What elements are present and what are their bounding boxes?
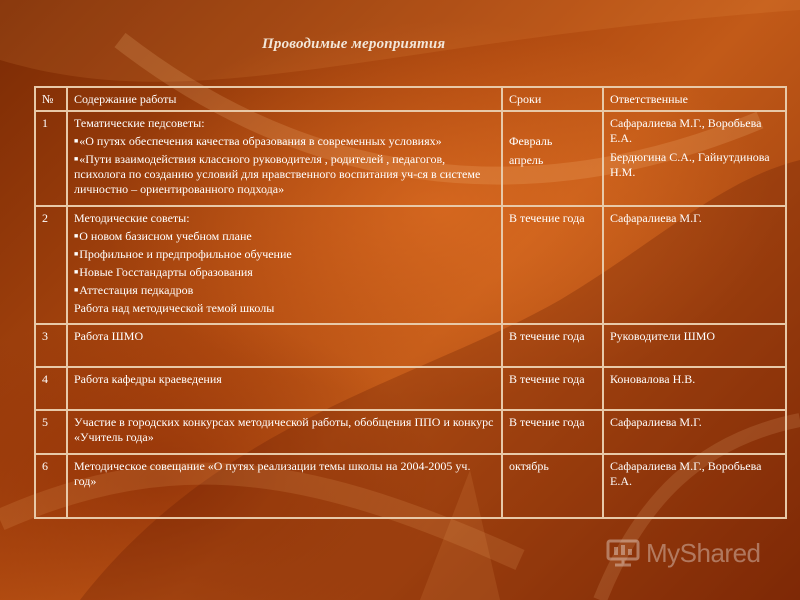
table-row	[35, 111, 786, 206]
list-item: ■ О новом базисном учебном плане	[74, 229, 495, 244]
responsible-value: Сафаралиева М.Г., Воробьева Е.А.	[610, 116, 762, 145]
list-item: ■ Новые Госстандарты образования	[74, 265, 495, 280]
term-value: апрель	[509, 153, 544, 167]
row-responsible: Сафаралиева М.Г.	[603, 206, 786, 324]
row-terms: В течение года	[502, 410, 603, 454]
row-number: 6	[35, 454, 67, 518]
header-number: №	[35, 87, 67, 111]
row-terms: В течение года	[502, 324, 603, 367]
table-row	[35, 454, 786, 518]
row-content	[67, 111, 502, 206]
row-responsible	[603, 111, 786, 206]
table-header-row	[35, 87, 786, 111]
row-number: 4	[35, 367, 67, 410]
row-terms: октябрь	[502, 454, 603, 518]
row-content: Работа кафедры краеведения	[67, 367, 502, 410]
row-responsible: Сафаралиева М.Г., Воробьева Е.А.	[603, 454, 786, 518]
row-lead: Тематические педсоветы:	[74, 116, 205, 130]
row-terms: В течение года	[502, 206, 603, 324]
row-terms: В течение года	[502, 367, 603, 410]
term-value: Февраль	[509, 134, 553, 148]
watermark-text: MyShared	[646, 538, 761, 568]
row-number: 2	[35, 206, 67, 324]
watermark	[606, 538, 761, 569]
header-content: Содержание работы	[67, 87, 502, 111]
row-extra: Работа над методической темой школы	[74, 301, 275, 315]
row-number: 5	[35, 410, 67, 454]
header-responsible: Ответственные	[603, 87, 786, 111]
list-item: ■ Аттестация педкадров	[74, 283, 495, 298]
table-row	[35, 410, 786, 454]
row-responsible: Сафаралиева М.Г.	[603, 410, 786, 454]
header-terms: Сроки	[502, 87, 603, 111]
row-terms	[502, 111, 603, 206]
table-row	[35, 206, 786, 324]
row-number: 1	[35, 111, 67, 206]
row-content: Участие в городских конкурсах методической работы, обобщения ППО и конкурс «Учитель года»	[67, 410, 502, 454]
row-responsible: Коновалова Н.В.	[603, 367, 786, 410]
presentation-board-icon	[606, 539, 640, 569]
table-row	[35, 324, 786, 367]
table-row	[35, 367, 786, 410]
list-item: ■ «О путях обеспечения качества образования в современных условиях»	[74, 134, 495, 149]
row-responsible: Руководители ШМО	[603, 324, 786, 367]
list-item: ■ «Пути взаимодействия классного руководителя , родителей , педагогов, психолога по созданию условий для нравственного воспитания уч-ся в системе личностно – ориентированного подхода»	[74, 152, 495, 197]
events-table	[34, 86, 787, 519]
responsible-value: Бердюгина С.А., Гайнутдинова Н.М.	[610, 150, 770, 179]
slide-title: Проводимые мероприятия	[262, 36, 446, 52]
row-lead: Методические советы:	[74, 211, 190, 225]
row-content: Работа ШМО	[67, 324, 502, 367]
list-item: ■ Профильное и предпрофильное обучение	[74, 247, 495, 262]
row-number: 3	[35, 324, 67, 367]
row-content: Методическое совещание «О путях реализации темы школы на 2004-2005 уч. год»	[67, 454, 502, 518]
row-content	[67, 206, 502, 324]
